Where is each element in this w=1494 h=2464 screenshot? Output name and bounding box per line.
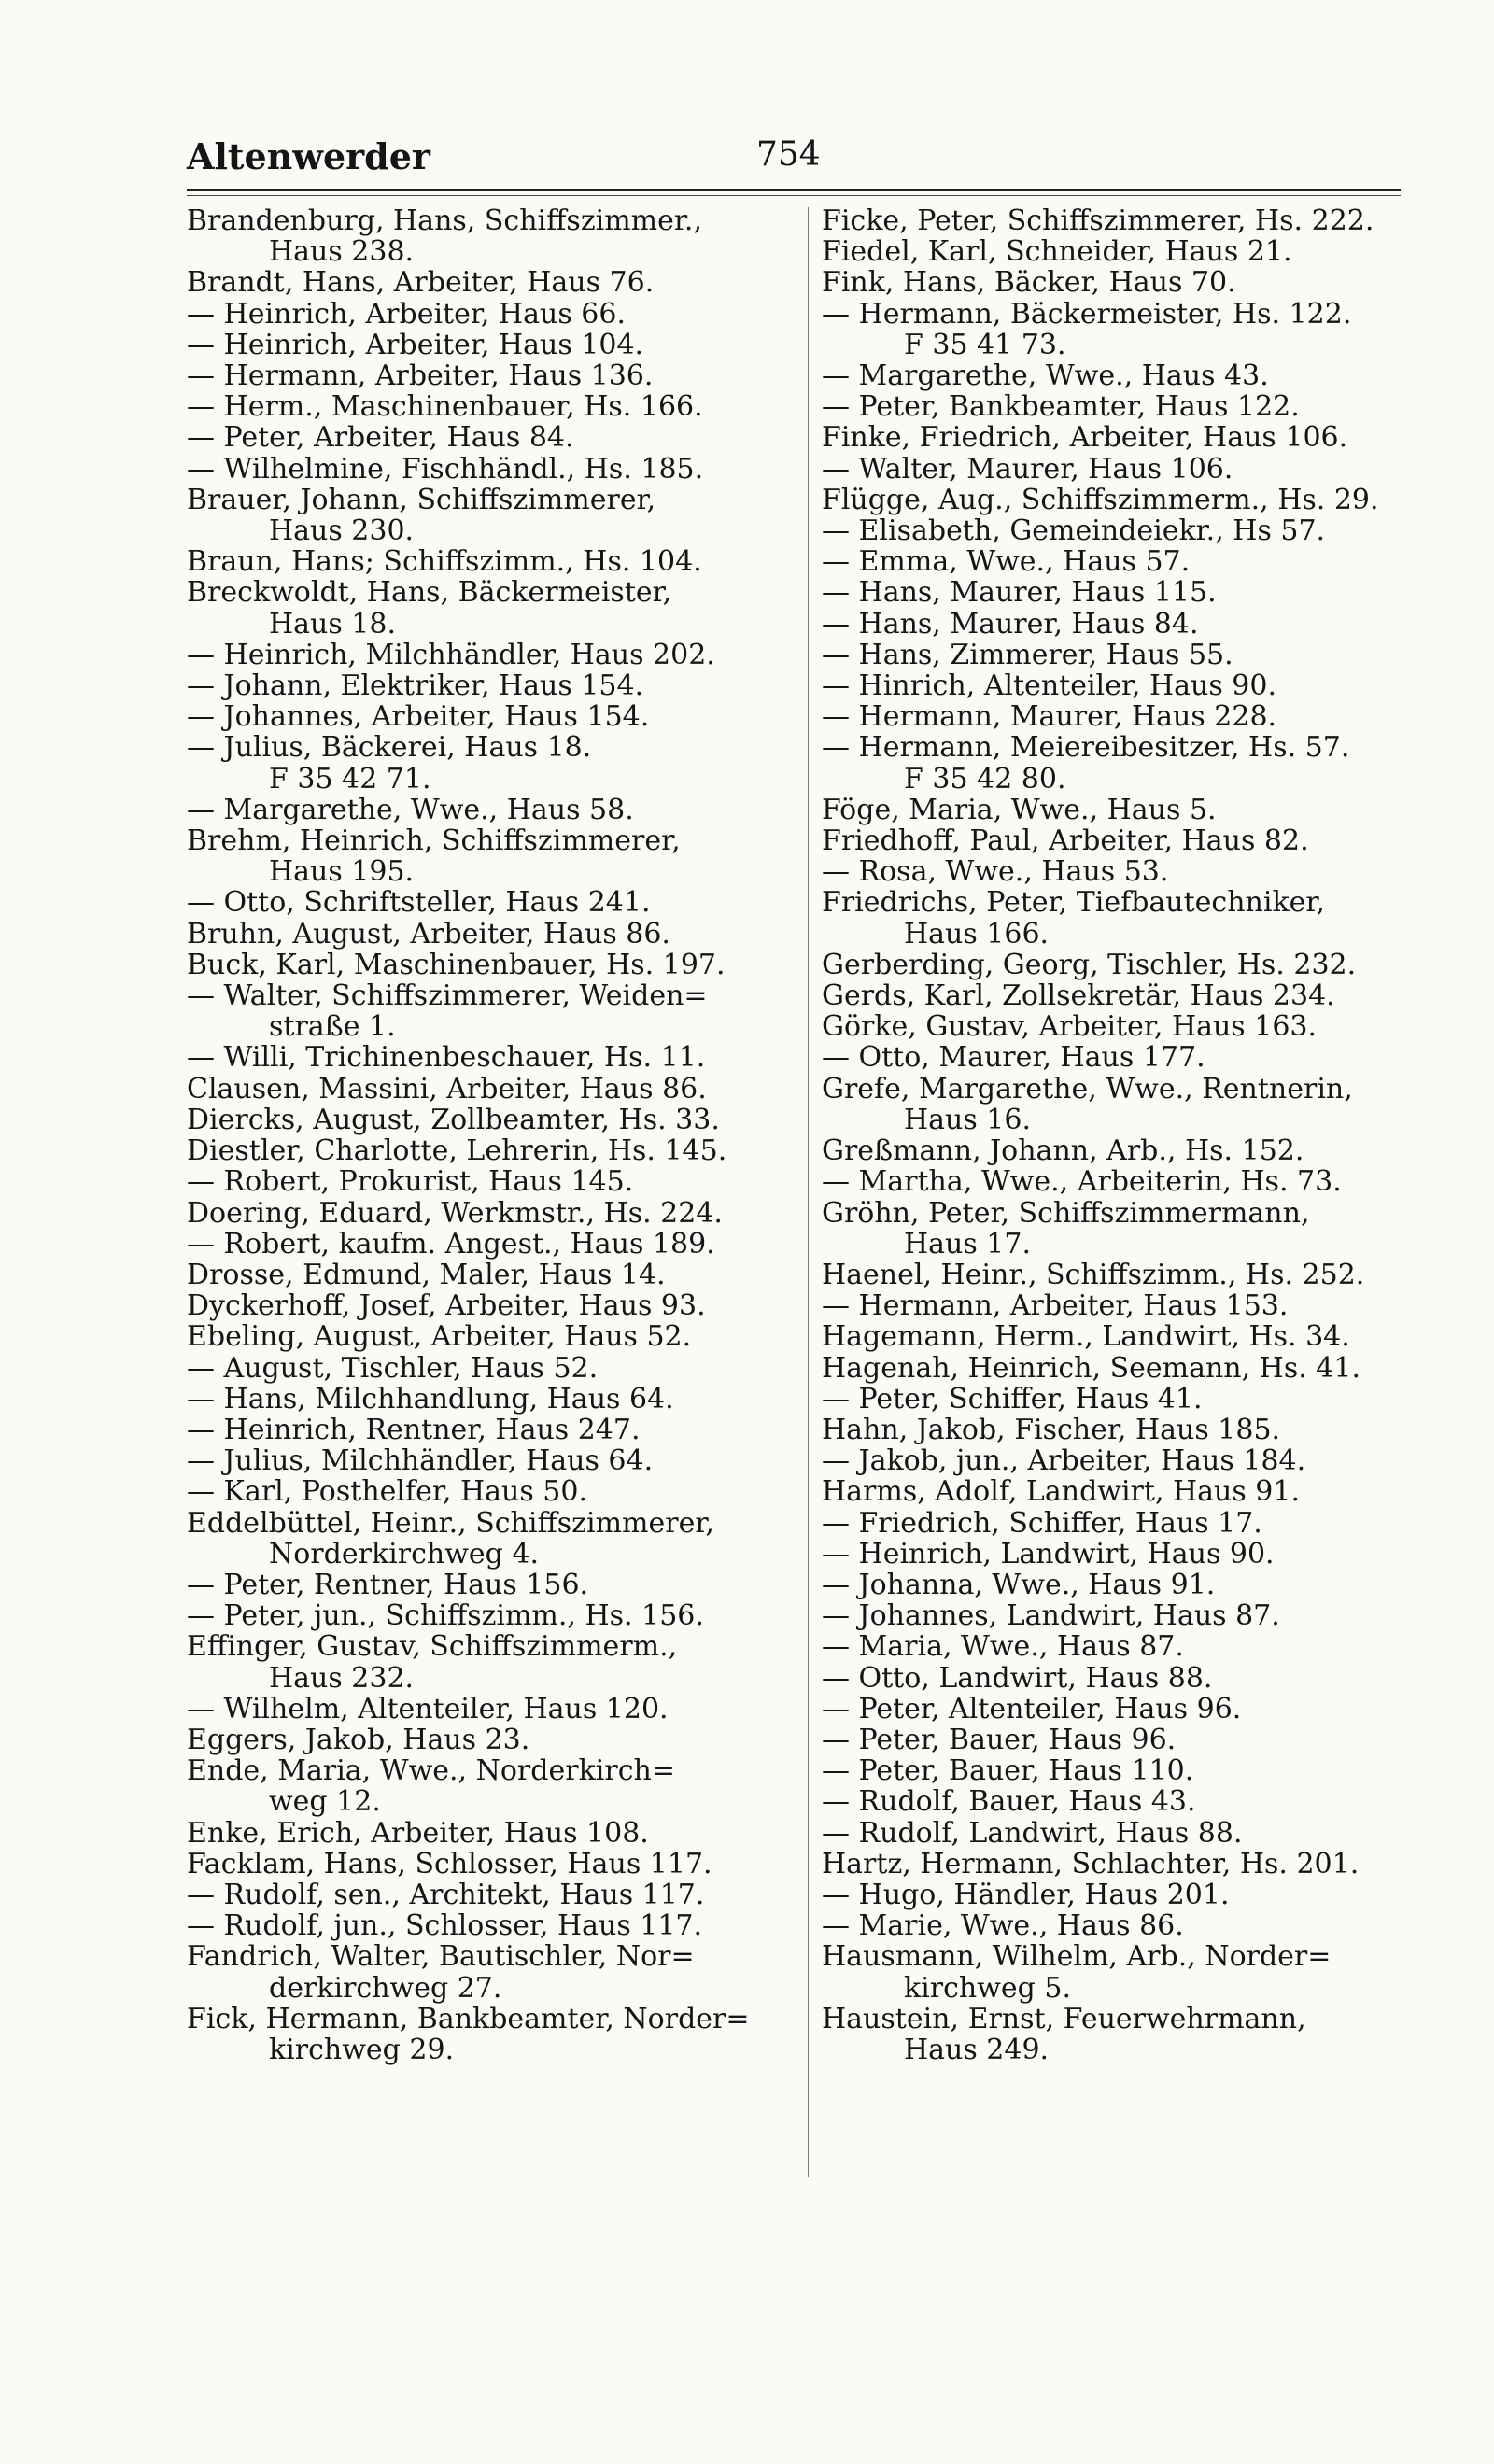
- directory-entry: [187, 577, 798, 639]
- page-header: [187, 135, 1401, 191]
- directory-entry: [187, 1260, 798, 1290]
- directory-entry: [822, 1508, 1401, 1539]
- directory-entry: [822, 950, 1401, 980]
- entry-line: — Heinrich, Rentner, Haus 247.: [187, 1413, 641, 1446]
- entry-line: — Johannes, Arbeiter, Haus 154.: [187, 700, 650, 734]
- directory-entry: [187, 1135, 798, 1166]
- directory-entry: [187, 1755, 798, 1817]
- entry-line: — Rudolf, Landwirt, Haus 88.: [822, 1816, 1243, 1850]
- entry-line: — Peter, jun., Schiffszimm., Hs. 156.: [187, 1599, 704, 1633]
- entry-line: — Heinrich, Arbeiter, Haus 104.: [187, 328, 644, 361]
- directory-entry: [822, 1755, 1401, 1786]
- entry-continuation: Norderkirchweg 4.: [269, 1537, 539, 1570]
- directory-entry: [822, 732, 1401, 794]
- directory-entry: [822, 640, 1401, 670]
- directory-entry: [187, 887, 798, 918]
- entry-line: Drosse, Edmund, Maler, Haus 14.: [187, 1258, 666, 1291]
- directory-entry: [822, 1198, 1401, 1260]
- entry-line: — Hermann, Arbeiter, Haus 136.: [187, 359, 654, 393]
- directory-entry: [187, 1290, 798, 1321]
- entry-line: Haustein, Ernst, Feuerwehrmann,: [822, 2002, 1306, 2035]
- directory-entry: [187, 1508, 798, 1570]
- entry-line: Finke, Friedrich, Arbeiter, Haus 106.: [822, 421, 1348, 455]
- entry-continuation: Haus 16.: [904, 1103, 1032, 1136]
- directory-entry: [187, 330, 798, 360]
- entry-line: — Margarethe, Wwe., Haus 58.: [187, 793, 634, 826]
- place-heading: Altenwerder: [187, 135, 430, 177]
- entry-line: Facklam, Hans, Schlosser, Haus 117.: [187, 1847, 712, 1880]
- entry-line: Haenel, Heinr., Schiffszimm., Hs. 252.: [822, 1258, 1365, 1291]
- directory-entry: [822, 1631, 1401, 1662]
- directory-entry: [187, 1384, 798, 1415]
- directory-entry: [822, 391, 1401, 422]
- entry-continuation: Haus 249.: [904, 2033, 1050, 2066]
- entry-continuation: kirchweg 5.: [904, 1971, 1072, 2005]
- entry-line: — Rudolf, Bauer, Haus 43.: [822, 1785, 1196, 1819]
- entry-line: Friedhoff, Paul, Arbeiter, Haus 82.: [822, 824, 1309, 858]
- entry-continuation: derkirchweg 27.: [269, 1971, 502, 2005]
- entry-line: — Rudolf, sen., Architekt, Haus 117.: [187, 1878, 705, 1911]
- directory-entry: [187, 1849, 798, 1880]
- directory-entry: [822, 1941, 1401, 2003]
- entry-line: — Robert, Prokurist, Haus 145.: [187, 1165, 634, 1199]
- directory-entry: [187, 360, 798, 391]
- entry-line: — Johann, Elektriker, Haus 154.: [187, 669, 644, 703]
- entry-line: Hahn, Jakob, Fischer, Haus 185.: [822, 1413, 1281, 1446]
- directory-entry: [187, 795, 798, 825]
- entry-line: Brauer, Johann, Schiffszimmerer,: [187, 483, 656, 516]
- entry-continuation: Haus 166.: [904, 917, 1050, 950]
- entry-line: Fiedel, Karl, Schneider, Haus 21.: [822, 235, 1292, 269]
- entry-line: Gröhn, Peter, Schiffszimmermann,: [822, 1196, 1310, 1230]
- directory-entry: [187, 1910, 798, 1941]
- directory-entry: [822, 1910, 1401, 1941]
- entry-line: — Willi, Trichinenbeschauer, Hs. 11.: [187, 1041, 706, 1075]
- header-rule-thin: [187, 195, 1401, 196]
- entry-line: — Peter, Altenteiler, Haus 96.: [822, 1692, 1242, 1725]
- entry-line: Greßmann, Johann, Arb., Hs. 152.: [822, 1134, 1304, 1168]
- directory-entry: [187, 1353, 798, 1384]
- directory-entry: [187, 1415, 798, 1445]
- directory-entry: [187, 422, 798, 453]
- entry-line: — Peter, Bauer, Haus 96.: [822, 1723, 1177, 1756]
- entry-line: — Peter, Rentner, Haus 156.: [187, 1568, 589, 1601]
- entry-line: — Maria, Wwe., Haus 87.: [822, 1630, 1184, 1664]
- directory-entry: [187, 1105, 798, 1135]
- directory-entry: [822, 1786, 1401, 1817]
- entry-line: — Rudolf, jun., Schlosser, Haus 117.: [187, 1909, 703, 1943]
- entry-line: — Hermann, Maurer, Haus 228.: [822, 700, 1277, 734]
- directory-entry: [187, 732, 798, 794]
- directory-entry: [187, 1941, 798, 2003]
- directory-entry: [822, 267, 1401, 298]
- directory-entry: [822, 1445, 1401, 1476]
- column-divider: [808, 207, 809, 2177]
- directory-entry: [822, 1135, 1401, 1166]
- entry-line: — Elisabeth, Gemeindeiekr., Hs 57.: [822, 514, 1326, 548]
- entry-line: — Hugo, Händler, Haus 201.: [822, 1878, 1230, 1911]
- directory-entry: [187, 2004, 798, 2065]
- entry-line: Hartz, Hermann, Schlachter, Hs. 201.: [822, 1847, 1360, 1880]
- entry-line: — Heinrich, Landwirt, Haus 90.: [822, 1537, 1275, 1570]
- directory-entry: [187, 1570, 798, 1600]
- directory-entry: [187, 454, 798, 485]
- directory-entry: [822, 1166, 1401, 1197]
- directory-entry: [822, 1415, 1401, 1445]
- entry-phone: F 35 42 71.: [269, 762, 431, 796]
- directory-entry: [822, 825, 1401, 856]
- entry-line: — Margarethe, Wwe., Haus 43.: [822, 359, 1269, 393]
- directory-entry: [822, 1539, 1401, 1570]
- directory-entry: [822, 485, 1401, 515]
- entry-line: Diestler, Charlotte, Lehrerin, Hs. 145.: [187, 1134, 727, 1168]
- entry-line: Bruhn, August, Arbeiter, Haus 86.: [187, 917, 670, 950]
- directory-entry: [822, 1074, 1401, 1135]
- entry-line: Doering, Eduard, Werkmstr., Hs. 224.: [187, 1196, 723, 1230]
- entry-line: — Jakob, jun., Arbeiter, Haus 184.: [822, 1444, 1306, 1478]
- directory-entry: [187, 950, 798, 980]
- entry-line: Friedrichs, Peter, Tiefbautechniker,: [822, 886, 1325, 920]
- entry-continuation: Haus 232.: [269, 1661, 415, 1695]
- entry-line: Ficke, Peter, Schiffszimmerer, Hs. 222.: [822, 204, 1374, 237]
- directory-entry: [822, 1570, 1401, 1600]
- entry-continuation: weg 12.: [269, 1785, 381, 1819]
- directory-entry: [822, 980, 1401, 1011]
- directory-entry: [822, 1290, 1401, 1321]
- directory-entry: [187, 701, 798, 732]
- entry-line: — Wilhelm, Altenteiler, Haus 120.: [187, 1692, 669, 1725]
- directory-entry: [822, 1818, 1401, 1849]
- entry-line: Diercks, August, Zollbeamter, Hs. 33.: [187, 1103, 720, 1136]
- entry-line: Brandt, Hans, Arbeiter, Haus 76.: [187, 266, 655, 300]
- entry-line: — Heinrich, Arbeiter, Haus 66.: [187, 297, 626, 331]
- entry-line: — Walter, Schiffszimmerer, Weiden=: [187, 979, 708, 1013]
- entry-line: Hagemann, Herm., Landwirt, Hs. 34.: [822, 1320, 1350, 1354]
- entry-line: Hausmann, Wilhelm, Arb., Norder=: [822, 1940, 1332, 1974]
- directory-entry: [822, 670, 1401, 701]
- directory-entry: [187, 1818, 798, 1849]
- entry-line: Fandrich, Walter, Bautischler, Nor=: [187, 1940, 695, 1974]
- entry-line: Braun, Hans; Schiffszimm., Hs. 104.: [187, 545, 702, 579]
- entry-continuation: Haus 230.: [269, 514, 415, 548]
- entry-line: Ebeling, August, Arbeiter, Haus 52.: [187, 1320, 692, 1354]
- entry-line: — August, Tischler, Haus 52.: [187, 1351, 599, 1385]
- entry-line: — Hermann, Meiereibesitzer, Hs. 57.: [822, 731, 1350, 765]
- entry-continuation: Haus 17.: [904, 1227, 1032, 1260]
- entry-line: Harms, Adolf, Landwirt, Haus 91.: [822, 1475, 1301, 1509]
- directory-entry: [822, 1694, 1401, 1725]
- directory-entry: [187, 485, 798, 546]
- directory-entry: [187, 640, 798, 670]
- directory-entry: [822, 2004, 1401, 2065]
- entry-line: Enke, Erich, Arbeiter, Haus 108.: [187, 1816, 649, 1850]
- entry-line: Ende, Maria, Wwe., Norderkirch=: [187, 1754, 675, 1788]
- right-column: [822, 205, 1401, 2065]
- entry-line: — Walter, Maurer, Haus 106.: [822, 452, 1233, 486]
- entry-line: — Peter, Bankbeamter, Haus 122.: [822, 390, 1300, 424]
- directory-entry: [822, 856, 1401, 887]
- entry-line: Brehm, Heinrich, Schiffszimmerer,: [187, 824, 681, 858]
- entry-phone: F 35 42 80.: [904, 762, 1066, 796]
- directory-entry: [187, 546, 798, 577]
- directory-entry: [822, 887, 1401, 949]
- entry-line: — Hinrich, Altenteiler, Haus 90.: [822, 669, 1277, 703]
- entry-line: — Otto, Schriftsteller, Haus 241.: [187, 886, 651, 920]
- entry-line: — Peter, Arbeiter, Haus 84.: [187, 421, 574, 455]
- entry-continuation: Haus 195.: [269, 855, 415, 889]
- entry-line: Grefe, Margarethe, Wwe., Rentnerin,: [822, 1072, 1353, 1105]
- directory-entry: [187, 1229, 798, 1260]
- directory-entry: [822, 577, 1401, 608]
- directory-entry: [187, 1694, 798, 1725]
- entry-line: — Peter, Schiffer, Haus 41.: [822, 1382, 1203, 1415]
- entry-line: — Julius, Milchhändler, Haus 64.: [187, 1444, 654, 1478]
- directory-entry: [822, 795, 1401, 825]
- directory-entry: [187, 299, 798, 330]
- entry-line: Brandenburg, Hans, Schiffszimmer.,: [187, 204, 702, 237]
- entry-line: — Emma, Wwe., Haus 57.: [822, 545, 1191, 579]
- entry-line: — Rosa, Wwe., Haus 53.: [822, 855, 1169, 889]
- entry-line: — Johannes, Landwirt, Haus 87.: [822, 1599, 1280, 1633]
- entry-line: — Heinrich, Milchhändler, Haus 202.: [187, 638, 715, 671]
- entry-continuation: kirchweg 29.: [269, 2033, 455, 2066]
- entry-line: Dyckerhoff, Josef, Arbeiter, Haus 93.: [187, 1289, 706, 1323]
- entry-line: — Wilhelmine, Fischhändl., Hs. 185.: [187, 452, 704, 486]
- directory-entry: [822, 299, 1401, 360]
- entry-continuation: straße 1.: [269, 1010, 396, 1044]
- entry-line: Föge, Maria, Wwe., Haus 5.: [822, 793, 1217, 826]
- header-rule-thick: [187, 189, 1401, 191]
- directory-entry: [822, 1600, 1401, 1631]
- directory-entry: [187, 919, 798, 950]
- directory-entry: [187, 1476, 798, 1507]
- directory-entry: [822, 1663, 1401, 1694]
- entry-line: — Marie, Wwe., Haus 86.: [822, 1909, 1184, 1943]
- directory-entry: [822, 515, 1401, 546]
- entry-line: Breckwoldt, Hans, Bäckermeister,: [187, 576, 672, 610]
- entry-line: Görke, Gustav, Arbeiter, Haus 163.: [822, 1010, 1318, 1044]
- directory-entry: [822, 422, 1401, 453]
- entry-line: — Martha, Wwe., Arbeiterin, Hs. 73.: [822, 1165, 1342, 1199]
- directory-entry: [822, 205, 1401, 236]
- entry-line: Gerds, Karl, Zollsekretär, Haus 234.: [822, 979, 1335, 1013]
- directory-entry: [187, 1600, 798, 1631]
- left-column: [187, 205, 798, 2065]
- directory-entry: [822, 1849, 1401, 1880]
- entry-phone: F 35 41 73.: [904, 328, 1066, 361]
- directory-entry: [187, 1166, 798, 1197]
- entry-line: — Johanna, Wwe., Haus 91.: [822, 1568, 1216, 1601]
- entry-line: Fink, Hans, Bäcker, Haus 70.: [822, 266, 1236, 300]
- directory-entry: [187, 267, 798, 298]
- directory-entry: [822, 1725, 1401, 1755]
- directory-entry: [822, 1353, 1401, 1384]
- entry-line: — Hermann, Bäckermeister, Hs. 122.: [822, 297, 1352, 331]
- directory-entry: [822, 1384, 1401, 1415]
- directory-entry: [822, 701, 1401, 732]
- entry-line: Eddelbüttel, Heinr., Schiffszimmerer,: [187, 1506, 714, 1540]
- entry-line: Effinger, Gustav, Schiffszimmerm.,: [187, 1630, 678, 1664]
- entry-line: — Otto, Landwirt, Haus 88.: [822, 1661, 1213, 1695]
- directory-entry: [187, 980, 798, 1042]
- directory-entry: [187, 1725, 798, 1755]
- entry-line: — Robert, kaufm. Angest., Haus 189.: [187, 1227, 715, 1260]
- page-number: 754: [756, 135, 821, 174]
- entry-line: — Friedrich, Schiffer, Haus 17.: [822, 1506, 1262, 1540]
- directory-entry: [187, 670, 798, 701]
- entry-line: — Hans, Maurer, Haus 84.: [822, 607, 1199, 641]
- entry-line: — Hermann, Arbeiter, Haus 153.: [822, 1289, 1289, 1323]
- entry-continuation: Haus 238.: [269, 235, 415, 269]
- entry-line: Flügge, Aug., Schiffszimmerm., Hs. 29.: [822, 483, 1379, 516]
- entry-line: Fick, Hermann, Bankbeamter, Norder=: [187, 2002, 750, 2035]
- entry-line: — Otto, Maurer, Haus 177.: [822, 1041, 1205, 1075]
- directory-entry: [822, 1042, 1401, 1073]
- entry-continuation: Haus 18.: [269, 607, 397, 641]
- directory-entry: [822, 1011, 1401, 1042]
- entry-line: Hagenah, Heinrich, Seemann, Hs. 41.: [822, 1351, 1361, 1385]
- directory-entry: [187, 825, 798, 887]
- entry-line: Gerberding, Georg, Tischler, Hs. 232.: [822, 948, 1357, 981]
- directory-entry: [822, 360, 1401, 391]
- entry-line: — Hans, Zimmerer, Haus 55.: [822, 638, 1233, 671]
- entry-line: Buck, Karl, Maschinenbauer, Hs. 197.: [187, 948, 726, 981]
- directory-entry: [187, 1445, 798, 1476]
- directory-entry: [822, 236, 1401, 267]
- directory-entry: [187, 1880, 798, 1910]
- directory-entry: [822, 1321, 1401, 1352]
- directory-entry: [822, 1880, 1401, 1910]
- directory-entry: [187, 1042, 798, 1073]
- directory-entry: [187, 1074, 798, 1105]
- directory-entry: [187, 1198, 798, 1229]
- entry-line: Eggers, Jakob, Haus 23.: [187, 1723, 530, 1756]
- entry-line: Clausen, Massini, Arbeiter, Haus 86.: [187, 1072, 707, 1105]
- directory-entry: [187, 1321, 798, 1352]
- entry-line: — Herm., Maschinenbauer, Hs. 166.: [187, 390, 703, 424]
- directory-entry: [822, 609, 1401, 640]
- entry-line: — Julius, Bäckerei, Haus 18.: [187, 731, 592, 765]
- directory-entry: [822, 454, 1401, 485]
- entry-line: — Karl, Posthelfer, Haus 50.: [187, 1475, 587, 1509]
- directory-entry: [187, 391, 798, 422]
- entry-line: — Peter, Bauer, Haus 110.: [822, 1754, 1194, 1788]
- directory-entry: [187, 205, 798, 267]
- directory-entry: [822, 1476, 1401, 1507]
- entry-line: — Hans, Maurer, Haus 115.: [822, 576, 1217, 610]
- directory-entry: [822, 1260, 1401, 1290]
- directory-entry: [822, 546, 1401, 577]
- entry-line: — Hans, Milchhandlung, Haus 64.: [187, 1382, 674, 1415]
- directory-entry: [187, 1631, 798, 1693]
